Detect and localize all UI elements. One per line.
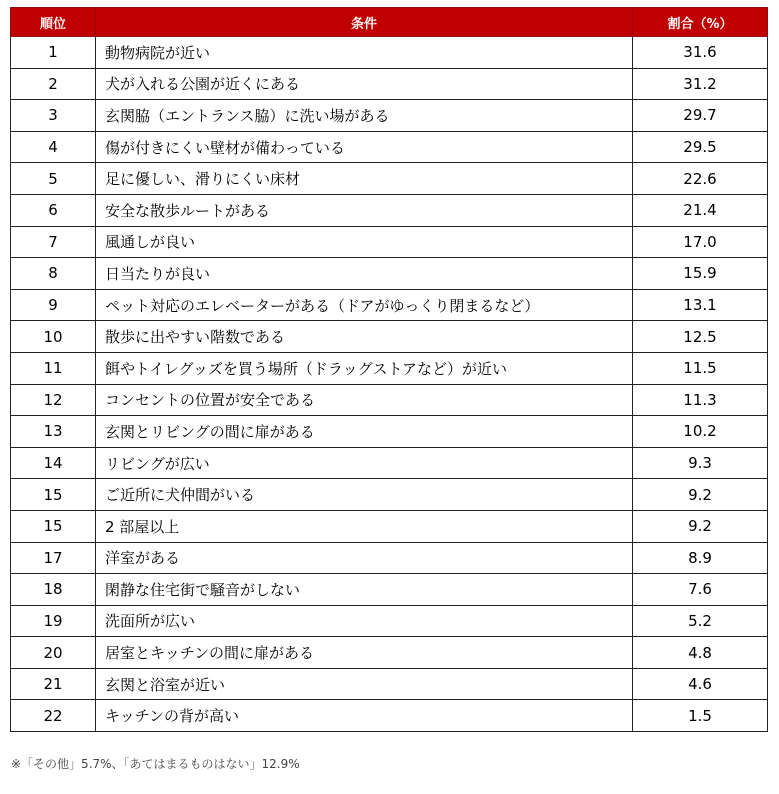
rank-cell: 11: [11, 352, 96, 384]
condition-cell: 餌やトイレグッズを買う場所（ドラッグストアなど）が近い: [96, 352, 633, 384]
rank-cell: 2: [11, 68, 96, 100]
rank-cell: 13: [11, 416, 96, 448]
condition-cell: 玄関とリビングの間に扉がある: [96, 416, 633, 448]
ranking-table: [10, 7, 768, 732]
rank-cell: 5: [11, 163, 96, 195]
percent-cell: 11.5: [633, 352, 768, 384]
table-row: [11, 510, 768, 542]
condition-cell: 玄関と浴室が近い: [96, 668, 633, 700]
condition-cell: 洋室がある: [96, 542, 633, 574]
percent-cell: 31.2: [633, 68, 768, 100]
condition-cell: リビングが広い: [96, 447, 633, 479]
rank-cell: 15: [11, 479, 96, 511]
condition-cell: 日当たりが良い: [96, 258, 633, 290]
header-percent: 割合（%）: [633, 8, 768, 37]
table-row: [11, 289, 768, 321]
condition-cell: ペット対応のエレベーターがある（ドアがゆっくり閉まるなど）: [96, 289, 633, 321]
condition-cell: 玄関脇（エントランス脇）に洗い場がある: [96, 100, 633, 132]
condition-cell: 安全な散歩ルートがある: [96, 194, 633, 226]
table-row: [11, 668, 768, 700]
table-row: [11, 542, 768, 574]
percent-cell: 9.2: [633, 510, 768, 542]
rank-cell: 12: [11, 384, 96, 416]
rank-cell: 4: [11, 131, 96, 163]
percent-cell: 21.4: [633, 194, 768, 226]
table-row: [11, 100, 768, 132]
percent-cell: 29.5: [633, 131, 768, 163]
condition-cell: 傷が付きにくい壁材が備わっている: [96, 131, 633, 163]
percent-cell: 8.9: [633, 542, 768, 574]
table-row: [11, 637, 768, 669]
table-row: [11, 384, 768, 416]
condition-cell: 居室とキッチンの間に扉がある: [96, 637, 633, 669]
rank-cell: 18: [11, 574, 96, 606]
percent-cell: 17.0: [633, 226, 768, 258]
rank-cell: 7: [11, 226, 96, 258]
condition-cell: キッチンの背が高い: [96, 700, 633, 732]
condition-cell: ご近所に犬仲間がいる: [96, 479, 633, 511]
table-row: [11, 37, 768, 69]
table-row: [11, 258, 768, 290]
percent-cell: 4.6: [633, 668, 768, 700]
rank-cell: 22: [11, 700, 96, 732]
rank-cell: 6: [11, 194, 96, 226]
percent-cell: 22.6: [633, 163, 768, 195]
table-row: [11, 321, 768, 353]
rank-cell: 20: [11, 637, 96, 669]
rank-cell: 19: [11, 605, 96, 637]
condition-cell: 散歩に出やすい階数である: [96, 321, 633, 353]
percent-cell: 4.8: [633, 637, 768, 669]
condition-cell: コンセントの位置が安全である: [96, 384, 633, 416]
table-row: [11, 68, 768, 100]
table-row: [11, 447, 768, 479]
table-row: [11, 226, 768, 258]
rank-cell: 10: [11, 321, 96, 353]
condition-cell: 2 部屋以上: [96, 510, 633, 542]
rank-cell: 15: [11, 510, 96, 542]
percent-cell: 29.7: [633, 100, 768, 132]
header-rank: 順位: [11, 8, 96, 37]
table-row: [11, 479, 768, 511]
percent-cell: 13.1: [633, 289, 768, 321]
table-row: [11, 163, 768, 195]
header-condition: 条件: [96, 8, 633, 37]
percent-cell: 9.3: [633, 447, 768, 479]
condition-cell: 足に優しい、滑りにくい床材: [96, 163, 633, 195]
percent-cell: 5.2: [633, 605, 768, 637]
table-row: [11, 416, 768, 448]
rank-cell: 3: [11, 100, 96, 132]
rank-cell: 8: [11, 258, 96, 290]
table-row: [11, 194, 768, 226]
percent-cell: 15.9: [633, 258, 768, 290]
percent-cell: 9.2: [633, 479, 768, 511]
percent-cell: 7.6: [633, 574, 768, 606]
condition-cell: 閑静な住宅街で騒音がしない: [96, 574, 633, 606]
rank-cell: 1: [11, 37, 96, 69]
condition-cell: 洗面所が広い: [96, 605, 633, 637]
header-row: [11, 8, 768, 37]
percent-cell: 11.3: [633, 384, 768, 416]
rank-cell: 14: [11, 447, 96, 479]
condition-cell: 犬が入れる公園が近くにある: [96, 68, 633, 100]
table-row: [11, 700, 768, 732]
rank-cell: 9: [11, 289, 96, 321]
table-body: [11, 37, 768, 732]
condition-cell: 風通しが良い: [96, 226, 633, 258]
condition-cell: 動物病院が近い: [96, 37, 633, 69]
percent-cell: 12.5: [633, 321, 768, 353]
rank-cell: 21: [11, 668, 96, 700]
rank-cell: 17: [11, 542, 96, 574]
table-row: [11, 131, 768, 163]
percent-cell: 10.2: [633, 416, 768, 448]
percent-cell: 31.6: [633, 37, 768, 69]
table-row: [11, 574, 768, 606]
percent-cell: 1.5: [633, 700, 768, 732]
table-row: [11, 352, 768, 384]
table-row: [11, 605, 768, 637]
footnote: ※「その他」5.7%、「あてはまるものはない」12.9%: [11, 757, 300, 771]
